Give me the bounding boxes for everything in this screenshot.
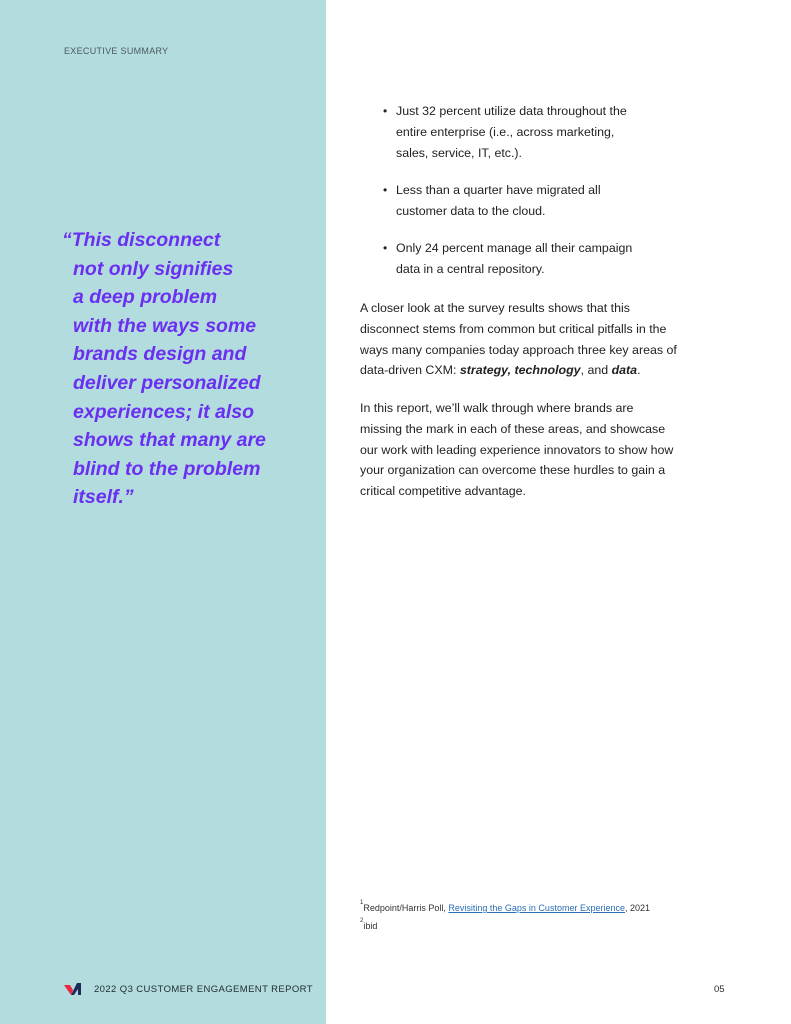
pull-quote-line: itself.”	[73, 486, 134, 509]
section-label: EXECUTIVE SUMMARY	[64, 46, 169, 56]
bullet-line: entire enterprise (i.e., across marketing,	[396, 125, 615, 139]
paragraph-line	[360, 360, 730, 381]
paragraph-line: our work with leading experience innovators to show how	[360, 442, 674, 457]
logo-red-mark	[64, 985, 73, 995]
body-paragraph	[360, 298, 730, 381]
paragraph-line: ways many companies today approach three key areas of	[360, 342, 677, 357]
pull-quote-line: shows that many are	[73, 429, 266, 452]
footnote-marker: 2	[360, 918, 364, 924]
pull-quote-line: not only signifies	[73, 257, 234, 280]
brand-m-logo-icon	[64, 982, 86, 996]
paragraph-text: data-driven CXM:	[360, 363, 460, 378]
stats-bullet-list	[380, 101, 720, 296]
pull-quote-line: blind to the problem	[73, 457, 261, 480]
paragraph-text: .	[637, 363, 641, 378]
pull-quote-line: brands design and	[73, 343, 247, 366]
paragraph-text: , and	[580, 363, 612, 378]
bullet-line: customer data to the cloud.	[396, 204, 546, 218]
footnote-text: ibid	[363, 921, 378, 931]
footnote-marker: 1	[360, 900, 364, 906]
paragraph-line: your organization can overcome these hurdles to gain a	[360, 463, 666, 478]
bullet-line: data in a central repository.	[396, 262, 545, 276]
bullet-dot-icon: •	[383, 183, 388, 197]
emphasis-term: data	[611, 363, 638, 378]
bullet-item	[380, 238, 720, 280]
paragraph-line: In this report, we’ll walk through where brands are	[360, 401, 634, 415]
pull-quote-line: with the ways some	[73, 314, 257, 337]
footnote-text: Redpoint/Harris Poll,	[363, 903, 449, 913]
page-number: 05	[714, 984, 725, 995]
emphasis-term: strategy, technology	[459, 363, 581, 378]
footnotes	[360, 899, 760, 935]
pull-quote-line: a deep problem	[73, 286, 218, 309]
pull-quote-line: deliver personalized	[73, 371, 261, 394]
bullet-line: Less than a quarter have migrated all	[396, 183, 601, 197]
logo-navy-mark	[71, 983, 81, 995]
paragraph-line: disconnect stems from common but critical pitfalls in the	[360, 321, 667, 336]
pull-quote	[62, 226, 312, 512]
footnote-1	[360, 899, 760, 917]
paragraph-line: missing the mark in each of these areas, and showcase	[360, 421, 666, 436]
bullet-line: Just 32 percent utilize data throughout the	[396, 104, 627, 118]
body-paragraph	[360, 398, 730, 502]
bullet-line: sales, service, IT, etc.).	[396, 146, 523, 160]
bullet-line: Only 24 percent manage all their campaign	[396, 241, 633, 255]
footnote-text: , 2021	[624, 903, 651, 913]
bullet-dot-icon: •	[383, 104, 388, 118]
pull-quote-line: “This disconnect	[62, 229, 221, 251]
paragraph-line: A closer look at the survey results shows that this	[360, 301, 630, 315]
footer-report-title: 2022 Q3 CUSTOMER ENGAGEMENT REPORT	[94, 984, 313, 995]
paragraph-line: critical competitive advantage.	[360, 484, 526, 499]
sidebar-panel	[0, 0, 326, 1024]
footnote-2	[360, 917, 760, 935]
bullet-item	[380, 101, 720, 164]
pull-quote-line: experiences; it also	[73, 400, 255, 423]
bullet-item	[380, 180, 720, 222]
bullet-dot-icon: •	[383, 241, 388, 255]
footnote-source-link[interactable]: Revisiting the Gaps in Customer Experience	[448, 903, 625, 913]
